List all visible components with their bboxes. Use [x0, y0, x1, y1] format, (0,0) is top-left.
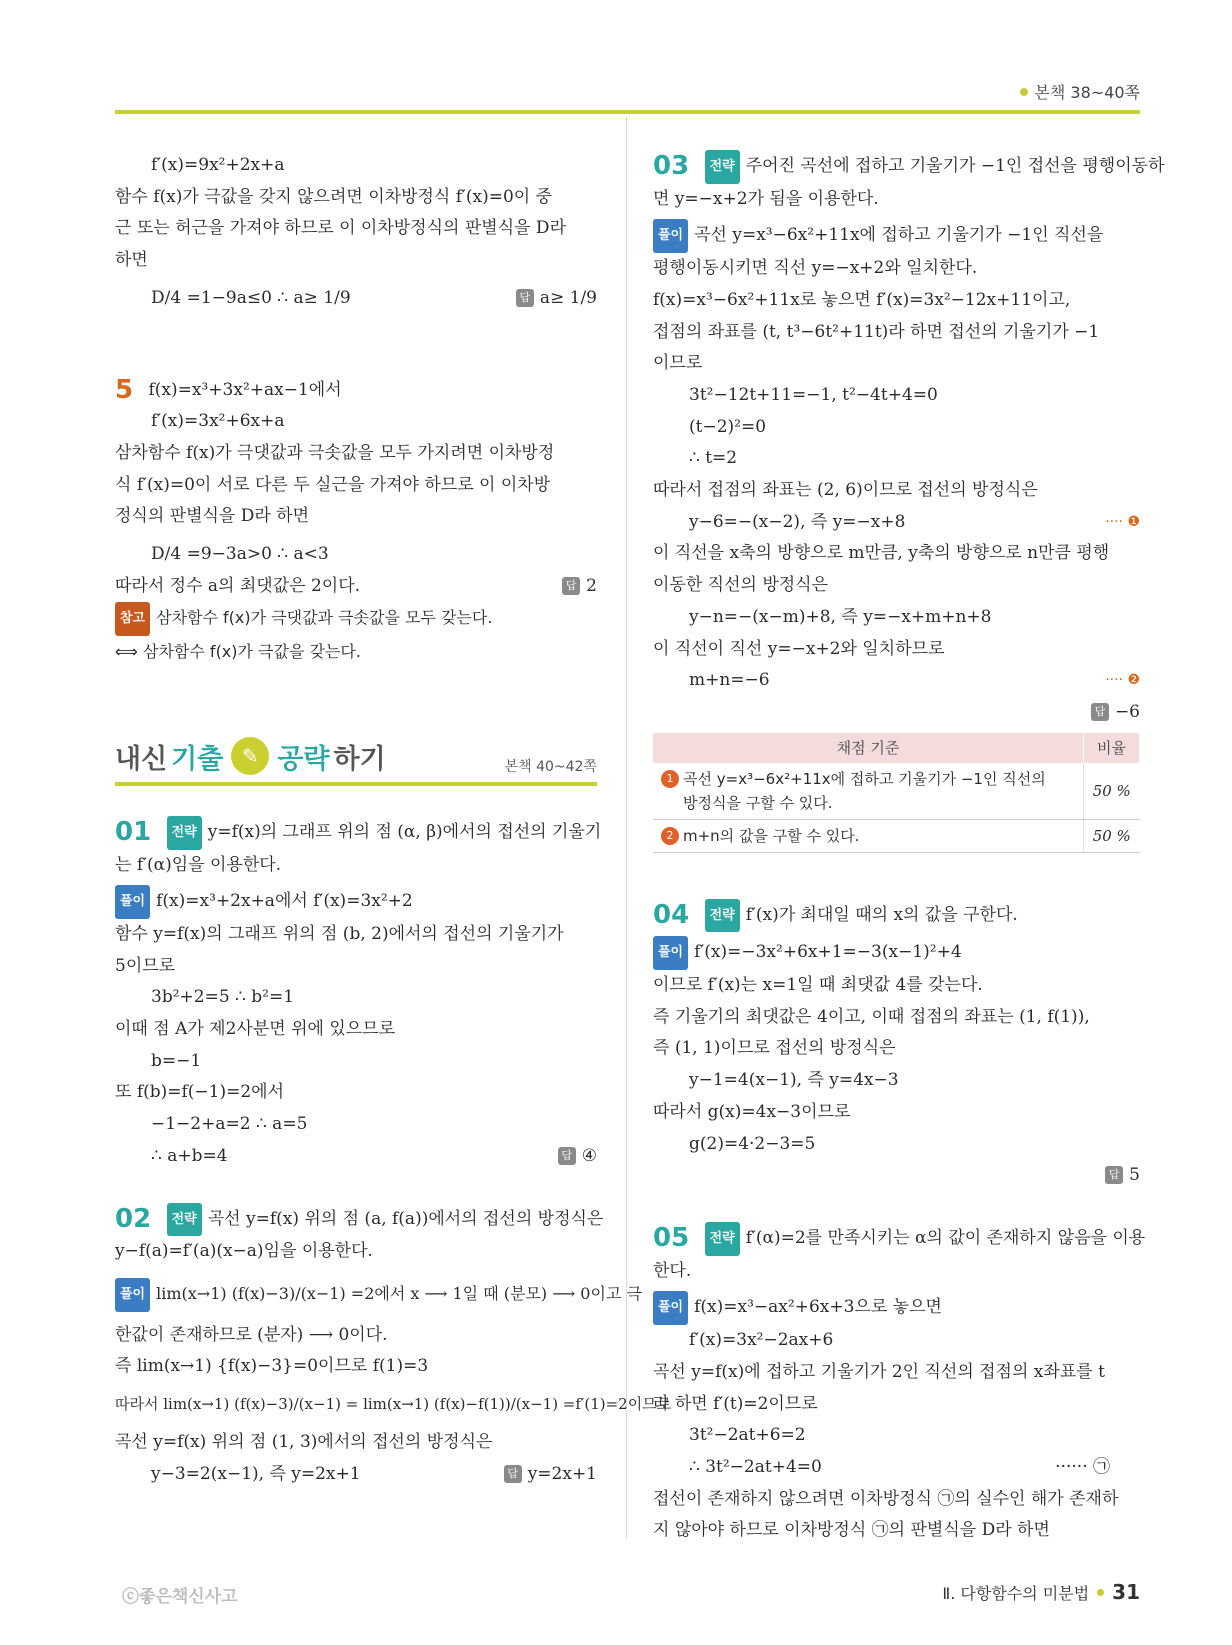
text-line: y−n=−(x−m)+8, 즉 y=−x+m+n+8	[689, 606, 992, 627]
text-line: 하면	[115, 250, 148, 271]
text-line: f′(x)=3x²+6x+a	[151, 411, 285, 432]
text: y−3=2(x−1), 즉 y=2x+1	[151, 1463, 361, 1484]
text-line: b=−1	[151, 1050, 202, 1071]
answer-icon: 답	[1105, 1166, 1123, 1184]
title-part: 공략	[277, 743, 330, 775]
strategy-tag: 전략	[167, 1203, 202, 1237]
right-column	[653, 150, 1165, 1547]
solution-tag: 풀이	[115, 885, 150, 919]
text: f(x)=x³−ax²+6x+3으로 놓으면	[694, 1297, 942, 1318]
text-line: 곡선 y=f(x)에 접하고 기울기가 2인 직선의 접점의 x좌표를 t	[653, 1361, 1105, 1382]
answer	[516, 283, 597, 315]
equation: m+n=−6	[689, 670, 770, 691]
cell-text: 방정식을 구할 수 있다.	[683, 793, 833, 812]
table-cell	[653, 763, 1084, 820]
answer-text: 2	[586, 575, 597, 596]
text-line: 접점의 좌표를 (t, t³−6t²+11t)라 하면 접선의 기울기가 −1	[653, 321, 1100, 342]
answer-icon: 답	[1091, 703, 1109, 721]
question-number: 04	[653, 899, 690, 930]
text-line: 근 또는 허근을 가져야 하므로 이 이차방정식의 판별식을 D라	[115, 218, 566, 239]
title-part: 기출	[171, 743, 224, 775]
text-line: 따라서 접점의 좌표는 (2, 6)이므로 접선의 방정식은	[653, 480, 1038, 501]
step-marker: ···· ❷	[1105, 672, 1140, 689]
table-header-ratio: 비율	[1084, 733, 1140, 763]
text-line: 3b²+2=5 ∴ b²=1	[151, 987, 295, 1008]
table-header-criteria: 채점 기준	[653, 733, 1084, 763]
equation-line	[115, 283, 597, 315]
footer-chapter	[942, 1580, 1140, 1604]
table-row	[653, 763, 1140, 820]
text-line: 5이므로	[115, 955, 176, 976]
answer-text: −6	[1114, 701, 1140, 722]
text-line: 이므로 f′(x)는 x=1일 때 최댓값 4를 갖는다.	[653, 975, 983, 996]
question-number: 01	[115, 816, 152, 847]
note-line	[115, 602, 597, 636]
text-line: g(2)=4·2−3=5	[689, 1133, 816, 1154]
answer-line	[115, 571, 597, 603]
equation: D/4 =1−9a≤0 ∴ a≥ 1/9	[151, 287, 351, 308]
publisher-mark: ⓒ좋은책신사고	[122, 1587, 238, 1607]
note-text: 삼차함수 f(x)가 극댓값과 극솟값을 모두 갖는다.	[156, 608, 493, 628]
number-circle-icon: 1	[661, 770, 679, 788]
text: f(x)=x³+2x+a에서 f′(x)=3x²+2	[156, 891, 413, 912]
strategy-tag: 전략	[167, 816, 202, 850]
q01-strategy	[115, 816, 602, 850]
answer-icon: 답	[504, 1465, 522, 1483]
number-circle-icon: 2	[661, 827, 679, 845]
text-line: f(x)=x³−6x²+11x로 놓으면 f′(x)=3x²−12x+11이고,	[653, 289, 1071, 310]
answer-icon: 답	[562, 577, 580, 595]
header-page-ref	[1020, 80, 1140, 103]
text-line: D/4 =9−3a>0 ∴ a<3	[151, 544, 329, 565]
q5-first-line	[115, 375, 597, 407]
strategy-tag: 전략	[705, 899, 740, 933]
strategy-tag: 전략	[705, 1222, 740, 1256]
text-line: 이동한 직선의 방정식은	[653, 575, 829, 596]
text-line: 지 않아야 하므로 이차방정식 ㉠의 판별식을 D라 하면	[653, 1520, 1050, 1541]
question-number: 05	[653, 1222, 690, 1253]
text: f′(x)가 최대일 때의 x의 값을 구한다.	[745, 904, 1018, 925]
equation-line	[653, 1452, 1140, 1484]
answer-line	[653, 1160, 1140, 1192]
answer	[562, 571, 597, 603]
note-tag: 참고	[115, 602, 150, 636]
table-cell-ratio: 50 %	[1084, 763, 1140, 820]
q03-solution	[653, 219, 1140, 253]
equation: y−6=−(x−2), 즉 y=−x+8	[689, 511, 906, 532]
q01-solution	[115, 885, 597, 919]
answer-text: 5	[1129, 1165, 1140, 1186]
text-line: f′(x)=9x²+2x+a	[151, 155, 285, 175]
question-number: 5	[115, 374, 134, 405]
answer-line	[115, 1459, 597, 1491]
text-line: y−1=4(x−1), 즉 y=4x−3	[689, 1070, 899, 1091]
header-rule	[115, 110, 1140, 114]
text: lim(x→1) (f(x)−3)/(x−1) =2에서 x ⟶ 1일 때 (분모) ⟶ 0이고 극	[156, 1283, 642, 1303]
answer-line	[115, 1141, 597, 1173]
text-line: 즉 기울기의 최댓값은 4이고, 이때 접점의 좌표는 (1, f(1)),	[653, 1006, 1090, 1027]
column-divider	[626, 118, 627, 1538]
text-line: 정식의 판별식을 D라 하면	[115, 506, 310, 527]
solution-tag: 풀이	[115, 1278, 150, 1312]
text-line: 는 f′(α)임을 이용한다.	[115, 854, 282, 875]
solution-tag: 풀이	[653, 1291, 688, 1325]
q03-strategy	[653, 150, 1165, 184]
text-line: ∴ t=2	[689, 448, 738, 469]
q02-strategy	[115, 1203, 604, 1237]
answer-text: ④	[581, 1145, 597, 1166]
chapter-title: Ⅱ. 다항함수의 미분법	[942, 1583, 1090, 1603]
scoring-table	[653, 733, 1140, 853]
answer	[558, 1141, 597, 1173]
text: f′(x)=−3x²+6x+1=−3(x−1)²+4	[694, 942, 962, 963]
header-ref-text: 본책 38~40쪽	[1034, 83, 1140, 102]
bullet-dot-icon	[1097, 1589, 1104, 1596]
answer-text: y=2x+1	[527, 1463, 597, 1484]
text: 곡선 y=f(x) 위의 점 (a, f(a))에서의 접선의 방정식은	[207, 1208, 604, 1229]
text-line: 곡선 y=f(x) 위의 점 (1, 3)에서의 접선의 방정식은	[115, 1431, 493, 1452]
q04-solution	[653, 936, 1140, 970]
strategy-tag: 전략	[705, 150, 740, 184]
cell-text: m+n의 값을 구할 수 있다.	[683, 826, 860, 845]
text-line: 평행이동시키면 직선 y=−x+2와 일치한다.	[653, 258, 978, 279]
text-line: 3t²−2at+6=2	[689, 1425, 806, 1446]
equation-line	[653, 507, 1140, 539]
pencil-badge-icon: ✎	[231, 737, 269, 775]
section-ref: 본책 40~42쪽	[504, 758, 597, 775]
text-line: 삼차함수 f(x)가 극댓값과 극솟값을 모두 가지려면 이차방정	[115, 442, 555, 463]
equation-line	[653, 665, 1140, 697]
equation: ∴ 3t²−2at+4=0	[689, 1456, 822, 1477]
text-line: 따라서 lim(x→1) (f(x)−3)/(x−1) = lim(x→1) (f(x)−f(1))/(x−1) =f′(1)=2이므로	[115, 1395, 672, 1414]
table-row	[653, 819, 1140, 852]
q05-strategy	[653, 1222, 1146, 1256]
text-line: 함수 f(x)가 극값을 갖지 않으려면 이차방정식 f′(x)=0이 중	[115, 186, 553, 207]
text-line: (t−2)²=0	[689, 416, 767, 437]
step-marker: ···· ❶	[1105, 513, 1140, 530]
text-line: 라 하면 f′(t)=2이므로	[653, 1393, 818, 1414]
text-line: 즉 (1, 1)이므로 접선의 방정식은	[653, 1038, 896, 1059]
text-line: 식 f′(x)=0이 서로 다른 두 실근을 가져야 하므로 이 이차방	[115, 474, 551, 495]
title-part: 내신	[115, 743, 168, 775]
title-part: 하기	[333, 743, 386, 775]
text-line: 한값이 존재하므로 (분자) ⟶ 0이다.	[115, 1324, 388, 1345]
step-marker: ······ ㉠	[1055, 1456, 1110, 1477]
answer-icon: 답	[558, 1147, 576, 1165]
text-line: 또 f(b)=f(−1)=2에서	[115, 1082, 285, 1103]
page-number: 31	[1112, 1580, 1140, 1604]
text-line: 즉 lim(x→1) {f(x)−3}=0이므로 f(1)=3	[115, 1356, 429, 1377]
solution-tag: 풀이	[653, 219, 688, 253]
answer	[504, 1459, 597, 1491]
text-line: 한다.	[653, 1260, 692, 1281]
cell-text: 곡선 y=x³−6x²+11x에 접하고 기울기가 −1인 직선의	[683, 769, 1046, 788]
answer-line	[653, 697, 1140, 729]
table-cell	[653, 819, 1084, 852]
table-cell-ratio: 50 %	[1084, 819, 1140, 852]
text-line: −1−2+a=2 ∴ a=5	[151, 1114, 308, 1135]
text: 곡선 y=x³−6x²+11x에 접하고 기울기가 −1인 직선을	[694, 225, 1104, 246]
text-line: 3t²−12t+11=−1, t²−4t+4=0	[689, 384, 938, 405]
note-line: ⟺ 삼차함수 f(x)가 극값을 갖는다.	[115, 642, 361, 662]
text-line: 이 직선을 x축의 방향으로 m만큼, y축의 방향으로 n만큼 평행	[653, 543, 1110, 564]
text-line: 접선이 존재하지 않으려면 이차방정식 ㉠의 실수인 해가 존재하	[653, 1488, 1119, 1509]
bullet-dot-icon	[1020, 88, 1028, 96]
text-line: 이 직선이 직선 y=−x+2와 일치하므로	[653, 638, 945, 659]
text-line: 면 y=−x+2가 됨을 이용한다.	[653, 188, 879, 209]
section-title	[115, 737, 386, 776]
q05-solution	[653, 1291, 1140, 1325]
section-header	[115, 738, 597, 786]
text: y=f(x)의 그래프 위의 점 (α, β)에서의 접선의 기울기	[207, 821, 602, 842]
text-line: y−f(a)=f′(a)(x−a)임을 이용한다.	[115, 1241, 373, 1262]
question-number: 03	[653, 151, 690, 181]
text-line: 따라서 g(x)=4x−3이므로	[653, 1101, 851, 1122]
text: f′(α)=2를 만족시키는 α의 값이 존재하지 않음을 이용	[745, 1227, 1146, 1248]
text-line: 함수 y=f(x)의 그래프 위의 점 (b, 2)에서의 접선의 기울기가	[115, 923, 564, 944]
q04-strategy	[653, 899, 1140, 933]
solution-tag: 풀이	[653, 936, 688, 970]
q02-solution	[115, 1278, 642, 1312]
answer-icon: 답	[516, 289, 534, 307]
text-line: f′(x)=3x²−2ax+6	[689, 1330, 834, 1351]
text-line: 이므로	[653, 353, 703, 374]
text: 주어진 곡선에 접하고 기울기가 −1인 접선을 평행이동하	[745, 156, 1165, 176]
text: ∴ a+b=4	[151, 1145, 228, 1166]
text-line: 이때 점 A가 제2사분면 위에 있으므로	[115, 1019, 396, 1040]
text: f(x)=x³+3x²+ax−1에서	[148, 379, 342, 400]
answer-text: a≥ 1/9	[539, 287, 597, 308]
question-number: 02	[115, 1203, 152, 1234]
text: 따라서 정수 a의 최댓값은 2이다.	[115, 575, 361, 596]
